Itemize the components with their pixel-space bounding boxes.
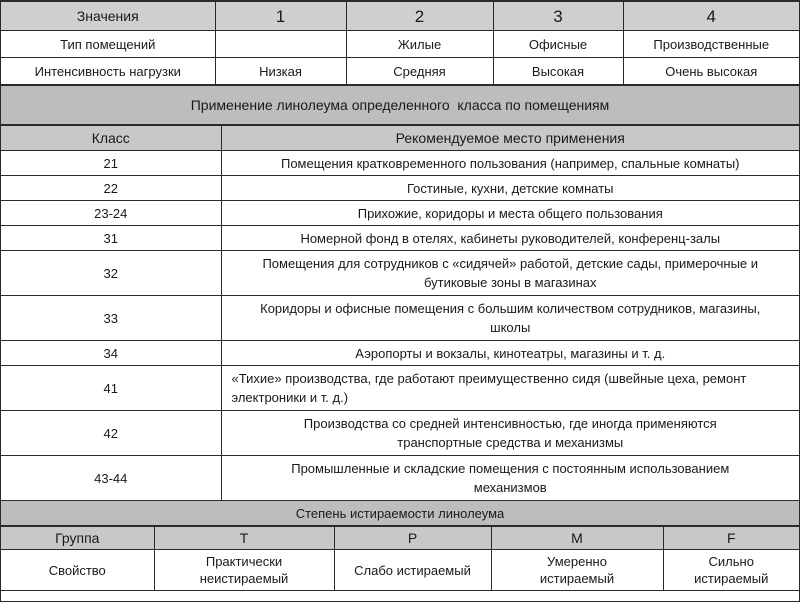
load-intensity-4: Очень высокая bbox=[623, 58, 799, 86]
class-place: Прихожие, коридоры и места общего пользования bbox=[221, 201, 799, 226]
table-row bbox=[1, 341, 799, 366]
class-header-label: Класс bbox=[1, 126, 221, 151]
class-place: Промышленные и складские помещения с постоянным использованием механизмов bbox=[221, 456, 799, 501]
class-place: Коридоры и офисные помещения с большим количеством сотрудников, магазины, школы bbox=[221, 296, 799, 341]
class-place: Производства со средней интенсивностью, где иногда применяются транспортные средства и механизмы bbox=[221, 411, 799, 456]
table-row bbox=[1, 366, 799, 411]
table-row bbox=[1, 456, 799, 501]
room-type-4: Производственные bbox=[623, 31, 799, 58]
table-row bbox=[1, 411, 799, 456]
application-title-row bbox=[1, 85, 799, 125]
abrasion-property-f: Сильно истираемый bbox=[663, 550, 799, 591]
class-place: Гостиные, кухни, детские комнаты bbox=[221, 176, 799, 201]
values-table bbox=[1, 1, 799, 125]
values-header-1: 1 bbox=[215, 2, 346, 31]
load-intensity-row bbox=[1, 58, 799, 86]
abrasion-header-label: Группа bbox=[1, 527, 154, 550]
room-type-3: Офисные bbox=[493, 31, 623, 58]
load-intensity-label: Интенсивность нагрузки bbox=[1, 58, 215, 86]
class-place: «Тихие» производства, где работают преимущественно сидя (швейные цеха, ремонт электроники и т. д.) bbox=[221, 366, 799, 411]
place-header-label: Рекомендуемое место применения bbox=[221, 126, 799, 151]
table-row bbox=[1, 201, 799, 226]
abrasion-title-row bbox=[1, 501, 799, 526]
class-code: 42 bbox=[1, 411, 221, 456]
class-table bbox=[1, 125, 799, 526]
class-code: 41 bbox=[1, 366, 221, 411]
abrasion-property-row bbox=[1, 550, 799, 591]
load-intensity-1: Низкая bbox=[215, 58, 346, 86]
class-code: 21 bbox=[1, 151, 221, 176]
abrasion-property-t: Практически неистираемый bbox=[154, 550, 334, 591]
abrasion-title: Степень истираемости линолеума bbox=[1, 501, 799, 526]
class-code: 34 bbox=[1, 341, 221, 366]
abrasion-group-t: T bbox=[154, 527, 334, 550]
values-header-2: 2 bbox=[346, 2, 493, 31]
table-row bbox=[1, 226, 799, 251]
values-header-4: 4 bbox=[623, 2, 799, 31]
application-title: Применение линолеума определенного класса по помещениям bbox=[1, 85, 799, 125]
values-header-label: Значения bbox=[1, 2, 215, 31]
class-place: Помещения для сотрудников с «сидячей» работой, детские сады, примерочные и бутиковые зоны в магазинах bbox=[221, 251, 799, 296]
class-code: 43-44 bbox=[1, 456, 221, 501]
abrasion-property-m: Умеренно истираемый bbox=[491, 550, 663, 591]
room-type-label: Тип помещений bbox=[1, 31, 215, 58]
table-row bbox=[1, 296, 799, 341]
abrasion-property-p: Слабо истираемый bbox=[334, 550, 491, 591]
class-code: 33 bbox=[1, 296, 221, 341]
class-place: Номерной фонд в отелях, кабинеты руководителей, конференц-залы bbox=[221, 226, 799, 251]
values-header-row bbox=[1, 2, 799, 31]
class-code: 31 bbox=[1, 226, 221, 251]
load-intensity-3: Высокая bbox=[493, 58, 623, 86]
room-type-row bbox=[1, 31, 799, 58]
abrasion-table bbox=[1, 526, 799, 591]
abrasion-group-m: M bbox=[491, 527, 663, 550]
abrasion-group-p: P bbox=[334, 527, 491, 550]
abrasion-header-row bbox=[1, 527, 799, 550]
class-place: Аэропорты и вокзалы, кинотеатры, магазины и т. д. bbox=[221, 341, 799, 366]
table-row bbox=[1, 151, 799, 176]
values-header-3: 3 bbox=[493, 2, 623, 31]
class-place: Помещения кратковременного пользования (например, спальные комнаты) bbox=[221, 151, 799, 176]
class-code: 32 bbox=[1, 251, 221, 296]
class-code: 23-24 bbox=[1, 201, 221, 226]
table-row bbox=[1, 251, 799, 296]
class-header-row bbox=[1, 126, 799, 151]
abrasion-property-label: Свойство bbox=[1, 550, 154, 591]
abrasion-group-f: F bbox=[663, 527, 799, 550]
class-code: 22 bbox=[1, 176, 221, 201]
room-type-2: Жилые bbox=[346, 31, 493, 58]
load-intensity-2: Средняя bbox=[346, 58, 493, 86]
table-row bbox=[1, 176, 799, 201]
room-type-1 bbox=[215, 31, 346, 58]
